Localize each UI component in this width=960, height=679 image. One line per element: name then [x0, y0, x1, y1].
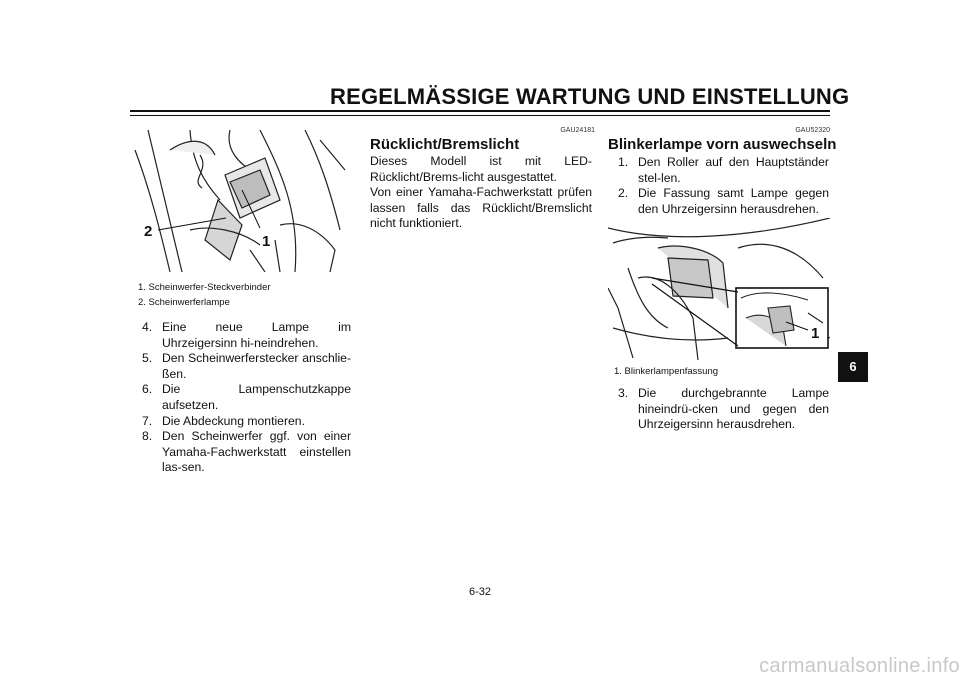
list-item: 5. Den Scheinwerferstecker anschlie-ßen.	[142, 351, 351, 381]
right-steps-list-before	[618, 155, 829, 217]
section-code: GAU52320	[795, 127, 830, 134]
page-title: REGELMÄSSIGE WARTUNG UND EINSTELLUNG	[330, 84, 850, 109]
list-item: 7. Die Abdeckung montieren.	[142, 413, 305, 428]
list-item: 8. Den Scheinwerfer ggf. von einer Yamaha-Fachwerkstatt einstellen las-sen.	[142, 429, 351, 475]
header-rule-thin	[130, 115, 830, 116]
turn-signal-illustration	[608, 218, 830, 360]
paragraph: Von einer Yamaha-Fachwerkstatt prüfen lassen falls das Rücklicht/Bremslicht nicht funktioniert.	[370, 185, 592, 231]
list-item: 1. Den Roller auf den Hauptständer stel-len.	[618, 155, 829, 185]
section-title-ruecklicht: Rücklicht/Bremslicht	[370, 136, 520, 153]
list-item: 2. Die Fassung samt Lampe gegen den Uhrzeigersinn herausdrehen.	[618, 186, 829, 216]
section-title-blinker: Blinkerlampe vorn auswechseln	[608, 136, 837, 153]
section-body-ruecklicht	[370, 154, 592, 232]
page-number: 6-32	[468, 586, 492, 598]
caption-item: 1. Scheinwerfer-Steckverbinder	[138, 282, 271, 293]
left-figure-captions	[138, 280, 358, 310]
list-item: 4. Eine neue Lampe im Uhrzeigersinn hi-neindrehen.	[142, 320, 351, 350]
headlight-illustration	[130, 130, 354, 272]
figure-label-1: 1	[811, 325, 820, 342]
watermark: carmanualsonline.info	[759, 655, 960, 677]
figure-label-2: 2	[144, 223, 153, 240]
figure-label-1: 1	[262, 233, 271, 250]
chapter-tab: 6	[838, 352, 868, 382]
right-figure-caption: 1. Blinkerlampenfassung	[614, 366, 719, 377]
list-item: 3. Die durchgebrannte Lampe hineindrü-cken und gegen den Uhrzeigersinn herausdrehen.	[618, 386, 829, 432]
turn-signal-figure	[608, 218, 830, 360]
caption-item: 2. Scheinwerferlampe	[138, 297, 230, 308]
right-steps-list-after	[618, 386, 829, 433]
list-item: 6. Die Lampenschutzkappe aufsetzen.	[142, 382, 351, 412]
headlight-connector-figure	[130, 130, 354, 272]
section-code: GAU24181	[560, 127, 595, 134]
left-steps-list	[142, 320, 351, 476]
paragraph: Dieses Modell ist mit LED-Rücklicht/Brems-licht ausgestattet.	[370, 154, 592, 184]
header-rule-thick	[130, 110, 830, 112]
